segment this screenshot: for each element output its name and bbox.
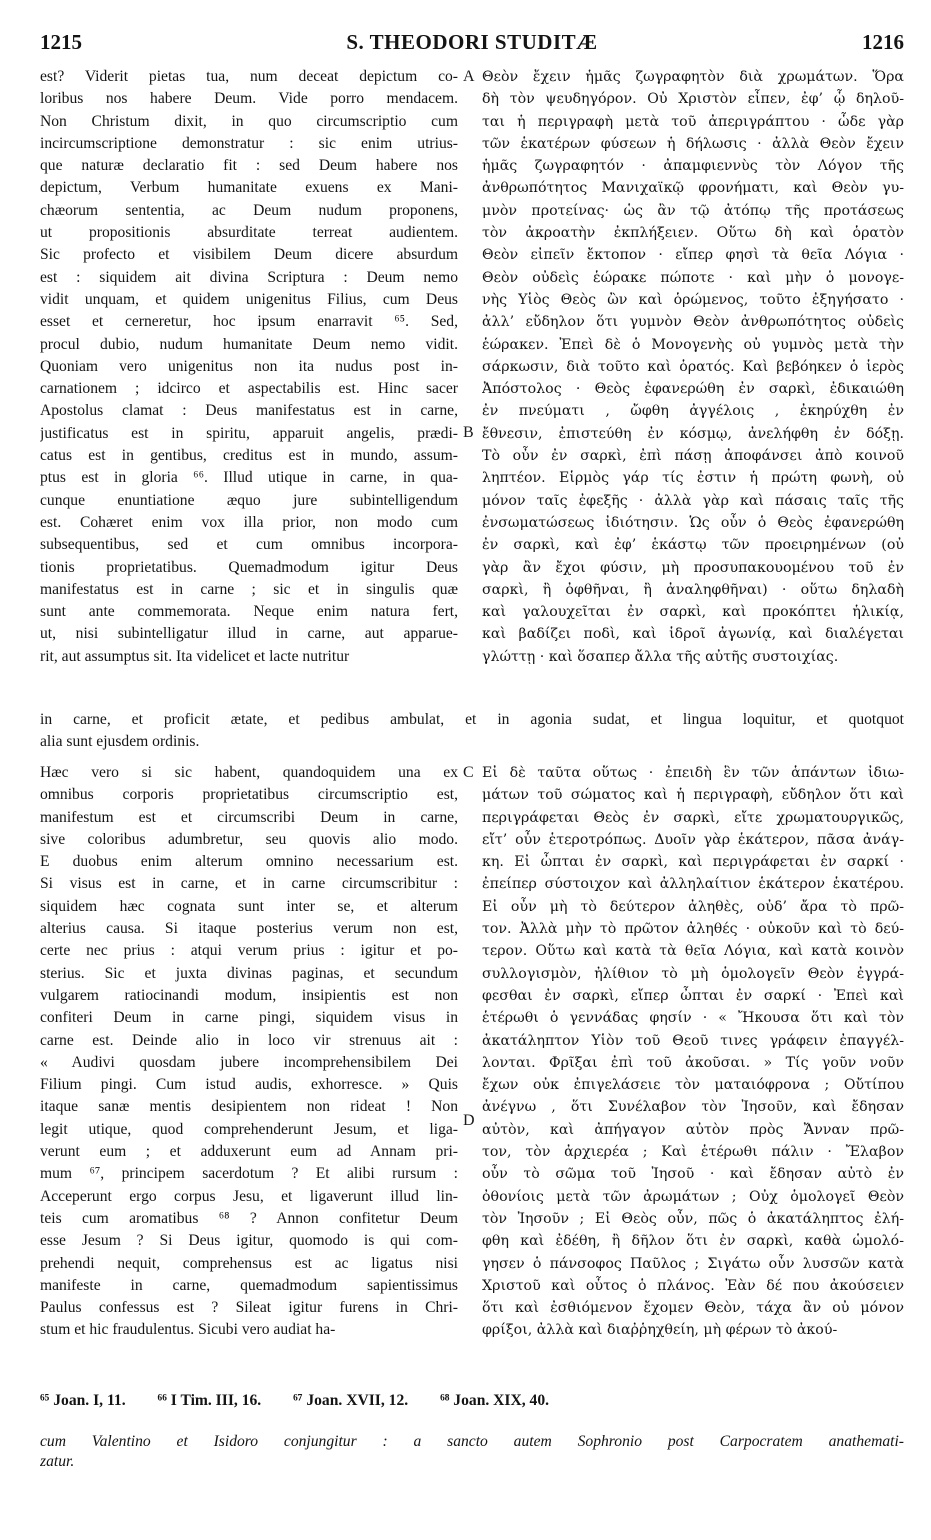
margin-marker-a: A bbox=[463, 68, 475, 85]
text-line: ἀκατάληπτον Υἱὸν τοῦ Θεοῦ τινες γράφειν ἐπαγγέλ- bbox=[482, 1032, 904, 1049]
text-line: λονται. Φρῖξαι ἐπὶ τοῦ ἀκοῦσαι. » Τίς γοῦν νοῦν bbox=[482, 1054, 904, 1071]
text-line: certe nec prius : atqui verum prius : igitur et po- bbox=[40, 942, 458, 960]
text-line: Θεὸν εἰπεῖν ἔκτοπον · εἴπερ φησὶ τὰ θεῖα Λόγια · bbox=[482, 247, 904, 264]
text-line: τερον. Οὕτω καὶ κατὰ τὰ θεῖα Λόγια, καὶ κατὰ κοινὸν bbox=[482, 943, 904, 960]
text-line: vulgarem ratiocinandi modum, insipientis est non bbox=[40, 986, 458, 1004]
text-line: manifestum est et circumscribi Deum in carne, bbox=[40, 808, 458, 826]
text-line: « Audivi quosdam jubere incomprehensibilem Dei bbox=[40, 1053, 458, 1071]
text-line: verunt eum ; et adduxerunt eum ad Annam pri- bbox=[40, 1143, 458, 1161]
text-line: γησεν ὁ πάνσοφος Παῦλος ; Σιγάτω οὖν λυσσῶν κατὰ bbox=[482, 1255, 904, 1272]
text-line: Θεὸν ἔχειν ἡμᾶς ζωγραφητὸν διὰ χρωμάτων. Ὅρα bbox=[482, 69, 904, 85]
text-line: καὶ βαδίζει ποδὶ, καὶ ἱδροῖ ἀγωνίᾳ, καὶ διαλέγεται bbox=[482, 626, 904, 643]
footnote-66: ⁶⁶ I Tim. III, 16. bbox=[157, 1392, 262, 1409]
text-line: ἀνθρωπότητος Μανιχαϊκῷ φρονήματι, καὶ Θεὸν γυ- bbox=[482, 180, 904, 197]
editor-note bbox=[40, 1432, 904, 1472]
text-line: ἐπείπερ σύστοιχον καὶ ἀλληλαίτιον ἑκάτερον ἑκατέρου. bbox=[482, 876, 904, 893]
margin-marker-b: B bbox=[463, 424, 474, 441]
text-line: Hæc vero si sic habent, quandoquidem una ex bbox=[40, 764, 458, 781]
text-line: Θεὸν οὐδεὶς ἑώρακε πώποτε · καὶ μὴν ὁ μονογε- bbox=[482, 269, 904, 286]
text-line: vidit unquam, et quidem unigenitus Filius, cum Deus bbox=[40, 290, 458, 308]
text-line: Εἰ οὖν μὴ τὸ δεύτερον ἀληθὲς, οὐδ’ ἄρα τὸ πρῶ- bbox=[482, 898, 904, 915]
latin-closing-line: alia sunt ejusdem ordinis. bbox=[40, 733, 200, 750]
text-line: chæorum sententia, ac Deum nudum proponens, bbox=[40, 201, 458, 219]
running-title: S. THEODORI STUDITÆ bbox=[346, 30, 598, 54]
text-line: procul dubio, nudum humanitate Deum nemo vidit. bbox=[40, 335, 458, 353]
text-line: stum et hic fraudulentus. Sicubi vero audiat ha- bbox=[40, 1321, 336, 1339]
text-line: Sic profecto et visibilem Deum dicere absurdum bbox=[40, 246, 458, 264]
text-line: καὶ γαλουχεῖται ἐν σαρκὶ, καὶ προκόπτει ἡλικίᾳ, bbox=[482, 604, 904, 621]
text-line: mum ⁶⁷, principem sacerdotum ? Et alibi rursum : bbox=[40, 1165, 458, 1183]
text-line: sunt ante commemorata. Neque enim natura fert, bbox=[40, 603, 458, 621]
greek-column-bottom bbox=[482, 762, 904, 1342]
text-line: φρίξοι, ἀλλὰ καὶ διαῤῥηχθείη, μὴ φέρων τὸ ἀκού- bbox=[482, 1322, 838, 1339]
text-line: manifestatus est in carne ; sic et in singulis quæ bbox=[40, 580, 458, 598]
text-line: est : siquidem ait divina Scriptura : Deum nemo bbox=[40, 268, 458, 286]
text-line: ται ἡ περιγραφὴ μετὰ τοῦ ἀπεριγράπτου · ὧδε γὰρ bbox=[482, 113, 904, 130]
text-line: μνὸν προτείνας· ὡς ἂν τῷ ἀτόπῳ τῆς προτάσεως bbox=[482, 202, 904, 219]
text-line: prehendi nequit, comprehensus est ac ligatus nisi bbox=[40, 1254, 458, 1272]
text-line: φεσθαι ἐν σαρκὶ, εἴπερ ὦπται ἐν σαρκί · Ἐπεὶ καὶ bbox=[482, 987, 904, 1004]
text-line: alterius causa. Si itaque posterius verum non est, bbox=[40, 920, 458, 938]
latin-column-top bbox=[40, 66, 458, 668]
text-line: carnationem ; idcirco et aspectabilis est. Hinc sacer bbox=[40, 380, 458, 398]
text-line: incircumscriptione demonstratur : sic enim utrius- bbox=[40, 134, 458, 152]
text-line: Ἀπόστολος · Θεὸς ἐφανερώθη ἐν σαρκὶ, ἐδικαιώθη bbox=[482, 381, 904, 398]
text-line: ἐν πνεύματι , ὤφθη ἀγγέλοις , ἐκηρύχθη ἐν bbox=[482, 403, 904, 420]
text-line: Τὸ οὖν ἐν σαρκὶ, ἐπὶ πάσῃ ἀποφάνσει ἀπὸ κοινοῦ bbox=[482, 448, 904, 465]
text-line: Non Christum dixit, in quo circumscriptio cum bbox=[40, 112, 458, 130]
text-line: manifeste in carne, quemadmodum sapientissimus bbox=[40, 1276, 458, 1294]
text-line: ut, nisi subintelligatur illud in carne, aut apparue- bbox=[40, 625, 458, 643]
text-line: omnibus corporis proprietatibus circumscriptio est, bbox=[40, 786, 458, 804]
footnote-65: ⁶⁵ Joan. I, 11. bbox=[40, 1392, 126, 1409]
text-line: esse Jesum ? Si Deus igitur, quomodo is qui com- bbox=[40, 1232, 458, 1250]
text-line: ut propositionis absurditate terreat audientem. bbox=[40, 224, 458, 242]
text-line: ἀλλ’ εὔδηλον ὅτι γυμνὸν Θεὸν ἀνθρωπότητος οὐδεὶς bbox=[482, 314, 904, 331]
text-line: ἔχων οὐκ ἐπιγελάσειε τὸν ματαιόφρονα ; Οὔτίπου bbox=[482, 1077, 904, 1094]
text-line: ἔθνεσιν, ἐπιστεύθη ἐν κόσμῳ, ἀνελήφθη ἐν δόξῃ. bbox=[482, 425, 904, 442]
page-number-right: 1216 bbox=[862, 30, 904, 54]
text-line: siquidem hæc cognata sunt inter se, et alterum bbox=[40, 897, 458, 915]
editor-note-line: zatur. bbox=[40, 1453, 75, 1470]
page-number-left: 1215 bbox=[40, 30, 82, 54]
margin-marker-d: D bbox=[463, 1112, 475, 1129]
text-line: φθη καὶ ἐδέθη, ἢ δῆλον ὅτι ἐν σαρκὶ, καθὰ ὡμολό- bbox=[482, 1233, 904, 1250]
text-line: teis cum aromatibus ⁶⁸ ? Annon confitetur Deum bbox=[40, 1209, 458, 1227]
full-width-line bbox=[40, 709, 904, 731]
text-line: Quoniam vero unigenitus non ita nudus post in- bbox=[40, 357, 458, 375]
text-line: confiteri Deum in carne pingi, siquidem visus in bbox=[40, 1009, 458, 1027]
text-line: ἑώρακεν. Ἐπεὶ δὲ ὁ Μονογενὴς οὐ γυμνὸς μετὰ τὴν bbox=[482, 336, 904, 353]
text-line: Apostolus clamat : Deus manifestatus est in carne, bbox=[40, 402, 458, 420]
margin-marker-c: C bbox=[463, 764, 474, 781]
text-line: cunque enuntiatione æquo jure subintelligendum bbox=[40, 491, 458, 509]
text-line: σαρκὶ, ἢ ὀφθῆναι, ἢ ἀναληφθῆναι) · οὕτω δηλαδὴ bbox=[482, 581, 904, 598]
text-line: Filium pingi. Cum istud audis, exhorresce. » Quis bbox=[40, 1076, 458, 1094]
text-line: κη. Εἰ ὦπται ἐν σαρκὶ, καὶ περιγράφεται ἐν σαρκί · bbox=[482, 854, 904, 871]
text-line: Si visus est in carne, et in carne circumscribitur : bbox=[40, 875, 458, 893]
text-line: εἴτ’ οὖν ἑτεροτρόπως. Δυοῖν γὰρ ἑκάτερον, πᾶσα ἀνάγ- bbox=[482, 831, 904, 848]
text-line: ἀνέγνω , ὅτι Συνέλαβον τὸν Ἰησοῦν, καὶ ἔδησαν bbox=[482, 1099, 904, 1116]
text-line: sive coloribus adumbretur, seu quovis alio modo. bbox=[40, 830, 458, 848]
text-line: ἐν σαρκὶ, καὶ ἐφ’ ἑκάστῳ τῶν προειρημένων (οὐ bbox=[482, 537, 904, 554]
text-line: νὴς Υἱὸς Θεὸς ὢν καὶ ὁρώμενος, τοῦτο ἐξηγήσατο · bbox=[482, 291, 904, 308]
text-line: E duobus enim alterum omnino necessarium est. bbox=[40, 853, 458, 871]
text-line: τὸν ἀκροατὴν ἐκπλήξειεν. Οὕτω δὴ καὶ ὁρατὸν bbox=[482, 225, 904, 242]
text-line: τον, τὸν ἀρχιερέα ; Καὶ ἑτέρωθι πάλιν · Ἔλαβον bbox=[482, 1144, 904, 1161]
text-line: τὸν Ἰησοῦν ; Εἰ Θεὸς οὖν, πῶς ὁ ἀκατάληπτος ἐλή- bbox=[482, 1210, 904, 1227]
text-line: Paulus confessus est ? Sileat igitur furens in Chri- bbox=[40, 1299, 458, 1317]
text-line: μάτων τοῦ σώματος καὶ ἡ περιγραφὴ, εὔδηλον ὅτι καὶ bbox=[482, 787, 904, 804]
text-line: Χριστοῦ καὶ οὗτος ὁ πλάνος. Ἐὰν δέ που ἀκούσειεν bbox=[482, 1277, 904, 1294]
text-line: ἐνσωματώσεως ἰδιότησιν. Ὡς οὖν ὁ Θεὸς ἐφανερώθη bbox=[482, 514, 904, 531]
text-line: ὅτι καὶ ἐσθιόμενον ἔχομεν Θεὸν, τάχα ἂν οὐ μόνον bbox=[482, 1300, 904, 1317]
text-line: ἑτέρωθι ὁ γεννάδας φησίν · « Ἤκουσα ὅτι καὶ τὸν bbox=[482, 1010, 904, 1027]
editor-note-line: cum Valentino et Isidoro conjungitur : a sancto autem Sophronio post Carpocratem anathemati- bbox=[40, 1433, 904, 1450]
text-line: esset et cerneretur, hoc ipsum enarravit ⁶⁵. Sed, bbox=[40, 313, 458, 331]
footnote-67: ⁶⁷ Joan. XVII, 12. bbox=[293, 1392, 409, 1409]
text-line: tionis proprietatibus. Quemadmodum igitur Deus bbox=[40, 558, 458, 576]
text-line: τῶν ἑκατέρων φύσεων ἡ δήλωσις · ἀλλὰ Θεὸν ἔχειν bbox=[482, 135, 904, 152]
text-line: Acceperunt ergo corpus Jesu, et ligaverunt illud lin- bbox=[40, 1187, 458, 1205]
text-line: itaque sanæ mentis desipientem non rideat ! Non bbox=[40, 1098, 458, 1116]
text-line: sterius. Sic et juxta divinas paginas, et secundum bbox=[40, 964, 458, 982]
text-line: que naturæ declaratio fit : sed Deum habere nos bbox=[40, 157, 458, 175]
text-line: ἡμᾶς ζωγραφητόν · ἀπαμφιεννὺς τὸν Λόγον τῆς bbox=[482, 158, 904, 175]
text-line: γλώττῃ · καὶ ὅσαπερ ἄλλα τῆς αὐτῆς συστοιχίας. bbox=[482, 648, 839, 665]
text-line: γὰρ ἂν ἔχοι φύσιν, μὴ προσυπακουομένου τοῦ ἐν bbox=[482, 559, 904, 576]
text-line: μόνον ταῖς ἐφεξῆς · ἀλλὰ γὰρ καὶ πάσαις ταῖς τῆς bbox=[482, 492, 904, 509]
text-line: συλλογισμὸν, ἠλίθιον τὸ μὴ ὁμολογεῖν Θεὸν ἐγγρά- bbox=[482, 965, 904, 982]
text-line: catus est in gentibus, creditus est in mundo, assum- bbox=[40, 447, 458, 465]
text-line: subsequentibus, sed et cum omnibus incorpora- bbox=[40, 536, 458, 554]
text-line: justificatus est in spiritu, apparuit angelis, prædi- bbox=[40, 424, 458, 442]
page-header bbox=[40, 30, 904, 62]
greek-column-top bbox=[482, 66, 904, 668]
text-line: τον. Ἀλλὰ μὴν τὸ πρῶτον ἀληθές · οὐκοῦν καὶ τὸ δεύ- bbox=[482, 921, 904, 938]
text-line: depictum, Verbum humanitate exuens ex Mani- bbox=[40, 179, 458, 197]
text-line: Εἰ δὲ ταῦτα οὕτως · ἐπειδὴ ἓν τῶν ἁπάντων ἰδιω- bbox=[482, 765, 904, 781]
text-line: ληπτέον. Εἱρμὸς γάρ τίς ἐστιν ἡ πρώτη φωνὴ, οὐ bbox=[482, 470, 904, 487]
text-line: loribus nos habere Deum. Vide porro mendacem. bbox=[40, 90, 458, 108]
text-line: est? Viderit pietas tua, num deceat depictum co- bbox=[40, 68, 458, 85]
text-line: ptus est in gloria ⁶⁶. Illud utique in carne, in qua- bbox=[40, 469, 458, 487]
text-line: carne est. Deinde alio in loco vir strenuus ait : bbox=[40, 1031, 458, 1049]
text-line: αὐτὸν, καὶ ἀπήγαγον αὐτὸν πρὸς Ἄνναν πρῶ- bbox=[482, 1121, 904, 1138]
latin-column-bottom bbox=[40, 762, 458, 1342]
text-line: δὴ τὸν ψευδηγόρον. Οὐ Χριστὸν εἶπεν, ἐφ’ ᾧ δηλοῦ- bbox=[482, 91, 904, 108]
text-line: legit utique, quod comprehenderunt Jesum, et liga- bbox=[40, 1120, 458, 1138]
footnote-68: ⁶⁸ Joan. XIX, 40. bbox=[440, 1392, 550, 1409]
text-line: ὀθονίοις μετὰ τῶν ἀρωμάτων ; Οὐχ ὁμολογεῖ Θεὸν bbox=[482, 1188, 904, 1205]
text-line: σάρκωσιν, διὰ τοῦτο καὶ ὁρατός. Καὶ βεβόηκεν ὁ ἱερὸς bbox=[482, 358, 904, 375]
text-line: οὖν τὸ σῶμα τοῦ Ἰησοῦ · καὶ ἔδησαν αὐτὸ ἐν bbox=[482, 1166, 904, 1183]
text-line: in carne, et proficit ætate, et pedibus ambulat, et in agonia sudat, et lingua loquitur, et quotquot bbox=[40, 711, 904, 728]
text-line: περιγράφεται Θεὸς ἐν σαρκὶ, εἴτε χρωματουργικῶς, bbox=[482, 809, 904, 826]
text-line: rit, aut assumptus sit. Ita videlicet et lacte nutritur bbox=[40, 647, 350, 665]
footnotes bbox=[40, 1392, 904, 1410]
text-line: est. Cohæret enim vox illa prior, non modo cum bbox=[40, 513, 458, 531]
